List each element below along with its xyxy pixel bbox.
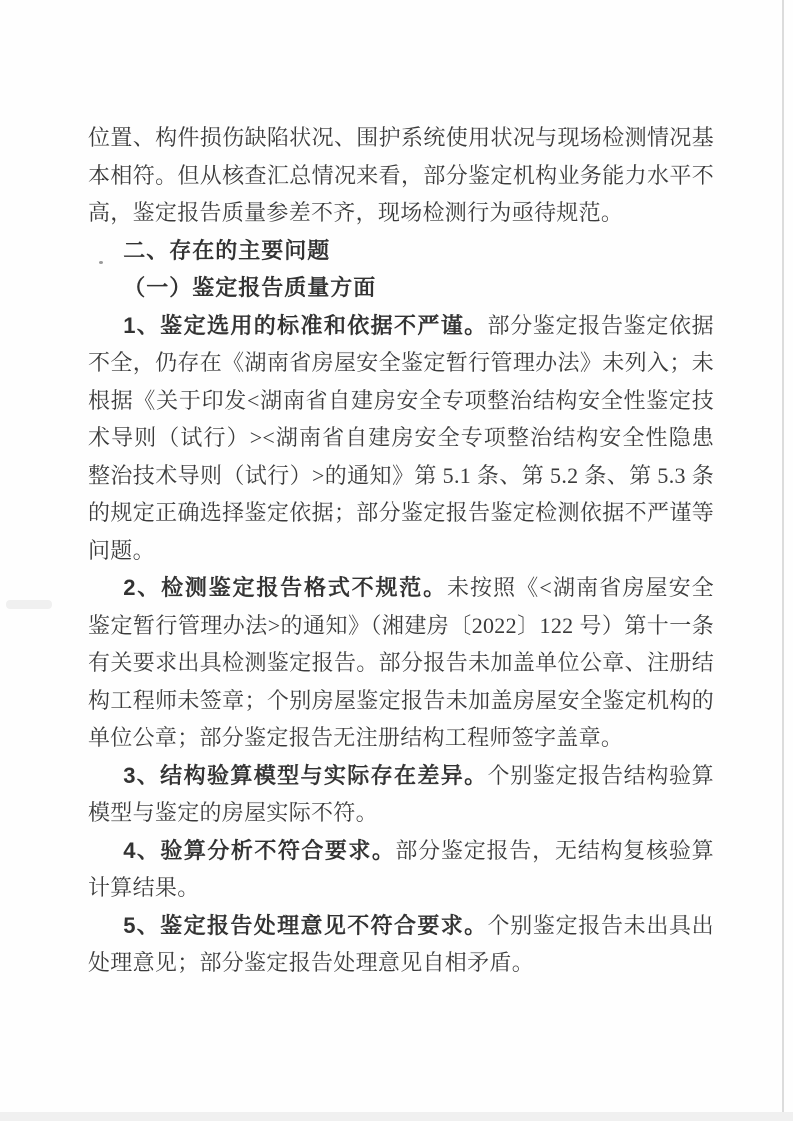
scan-smudge <box>6 600 52 609</box>
heading-text: 二、存在的主要问题 <box>123 237 331 263</box>
numbered-item-5 <box>88 907 714 982</box>
body-text: 个别鉴定报告未出具出处理意见；部分鉴定报告处理意见自相矛盾。 <box>88 912 714 975</box>
heading-text: 5、鉴定报告处理意见不符合要求。 <box>123 912 488 938</box>
heading-text: 1、鉴定选用的标准和依据不严谨。 <box>123 312 488 338</box>
numbered-item-1 <box>88 307 714 570</box>
scan-edge-line <box>782 0 784 1121</box>
numbered-item-4 <box>88 832 714 907</box>
numbered-item-2 <box>88 569 714 757</box>
heading-text: 3、结构验算模型与实际存在差异。 <box>123 762 488 788</box>
section-heading <box>88 232 714 270</box>
paragraph-continuation <box>88 119 714 232</box>
scan-bottom-band <box>0 1112 793 1121</box>
body-text: 未按照《<湖南省房屋安全鉴定暂行管理办法>的通知》（湘建房〔2022〕122 号）第十一条有关要求出具检测鉴定报告。部分报告未加盖单位公章、注册结构工程师未签章；个别房屋鉴定报告未加盖房屋安全鉴定机构的单位公章；部分鉴定报告无注册结构工程师签字盖章。 <box>88 575 714 750</box>
document-text-block <box>88 119 714 982</box>
heading-text: 4、验算分析不符合要求。 <box>123 837 396 863</box>
numbered-item-3 <box>88 757 714 832</box>
body-text: 位置、构件损伤缺陷状况、围护系统使用状况与现场检测情况基本相符。但从核查汇总情况来看，部分鉴定机构业务能力水平不高，鉴定报告质量参差不齐，现场检测行为亟待规范。 <box>88 125 714 225</box>
body-text: 个别鉴定报告结构验算模型与鉴定的房屋实际不符。 <box>88 762 714 825</box>
body-text: 部分鉴定报告，无结构复核验算计算结果。 <box>88 837 714 900</box>
subsection-heading <box>88 269 714 307</box>
heading-text: （一）鉴定报告质量方面 <box>123 275 377 300</box>
heading-text: 2、检测鉴定报告格式不规范。 <box>123 575 447 600</box>
body-text: 部分鉴定报告鉴定依据不全，仍存在《湖南省房屋安全鉴定暂行管理办法》未列入；未根据《关于印发<湖南省自建房安全专项整治结构安全性鉴定技术导则（试行）><湖南省自建房安全专项整治结构安全性隐患整治技术导则（试行）>的通知》第 5.1 条、第 5.2 条、第 5.3 条的规定正确选择鉴定依据；部分鉴定报告鉴定检测依据不严谨等问题。 <box>88 312 714 563</box>
scan-speck <box>99 261 103 264</box>
